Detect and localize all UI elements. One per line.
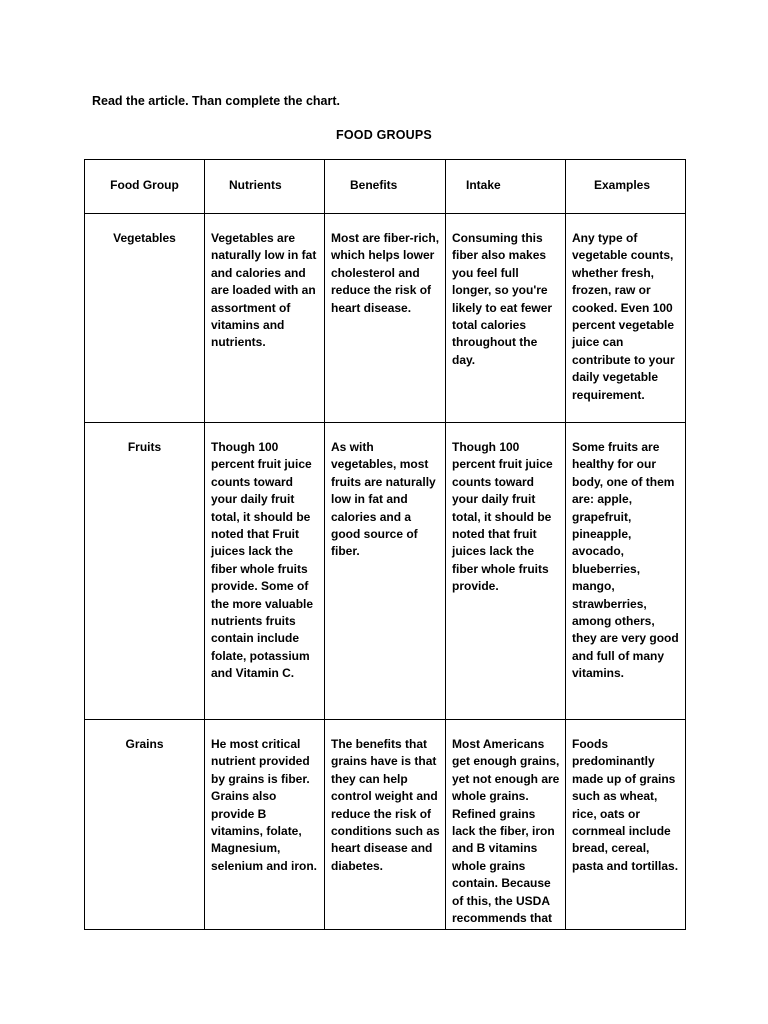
cell-nutrients: He most critical nutrient provided by grains is fiber. Grains also provide B vitamins, folate, Magnesium, selenium and iron. bbox=[205, 720, 325, 930]
cell-nutrients: Vegetables are naturally low in fat and calories and are loaded with an assortment of vitamins and nutrients. bbox=[205, 214, 325, 423]
cell-food-group: Grains bbox=[85, 720, 205, 930]
cell-food-group: Fruits bbox=[85, 423, 205, 720]
cell-food-group: Vegetables bbox=[85, 214, 205, 423]
document-title: FOOD GROUPS bbox=[336, 128, 432, 142]
cell-nutrients: Though 100 percent fruit juice counts toward your daily fruit total, it should be noted that Fruit juices lack the fiber whole fruits provide. Some of the more valuable nutrients fruits contain include folate, potassium and Vitamin C. bbox=[205, 423, 325, 720]
header-benefits: Benefits bbox=[325, 160, 446, 214]
table-header-row bbox=[85, 160, 686, 214]
header-food-group: Food Group bbox=[85, 160, 205, 214]
cell-benefits: Most are fiber-rich, which helps lower cholesterol and reduce the risk of heart disease. bbox=[325, 214, 446, 423]
cell-intake: Consuming this fiber also makes you feel full longer, so you're likely to eat fewer total calories throughout the day. bbox=[446, 214, 566, 423]
cell-examples: Any type of vegetable counts, whether fresh, frozen, raw or cooked. Even 100 percent vegetable juice can contribute to your daily vegetable requirement. bbox=[566, 214, 686, 423]
cell-intake: Most Americans get enough grains, yet not enough are whole grains. Refined grains lack the fiber, iron and B vitamins whole grains contain. Because of this, the USDA recommends that bbox=[446, 720, 566, 930]
table-row bbox=[85, 423, 686, 720]
cell-intake: Though 100 percent fruit juice counts toward your daily fruit total, it should be noted that fruit juices lack the fiber whole fruits provide. bbox=[446, 423, 566, 720]
header-nutrients: Nutrients bbox=[205, 160, 325, 214]
table-row bbox=[85, 214, 686, 423]
cell-examples: Foods predominantly made up of grains such as wheat, rice, oats or cornmeal include bread, cereal, pasta and tortillas. bbox=[566, 720, 686, 930]
food-groups-table bbox=[84, 159, 686, 930]
cell-benefits: The benefits that grains have is that they can help control weight and reduce the risk of conditions such as heart disease and diabetes. bbox=[325, 720, 446, 930]
table-row bbox=[85, 720, 686, 930]
header-intake: Intake bbox=[446, 160, 566, 214]
cell-examples: Some fruits are healthy for our body, one of them are: apple, grapefruit, pineapple, avocado, blueberries, mango, strawberries, among others, they are very good and full of many vitamins. bbox=[566, 423, 686, 720]
header-examples: Examples bbox=[566, 160, 686, 214]
instruction-text: Read the article. Than complete the chart. bbox=[92, 94, 340, 108]
cell-benefits: As with vegetables, most fruits are naturally low in fat and calories and a good source of fiber. bbox=[325, 423, 446, 720]
